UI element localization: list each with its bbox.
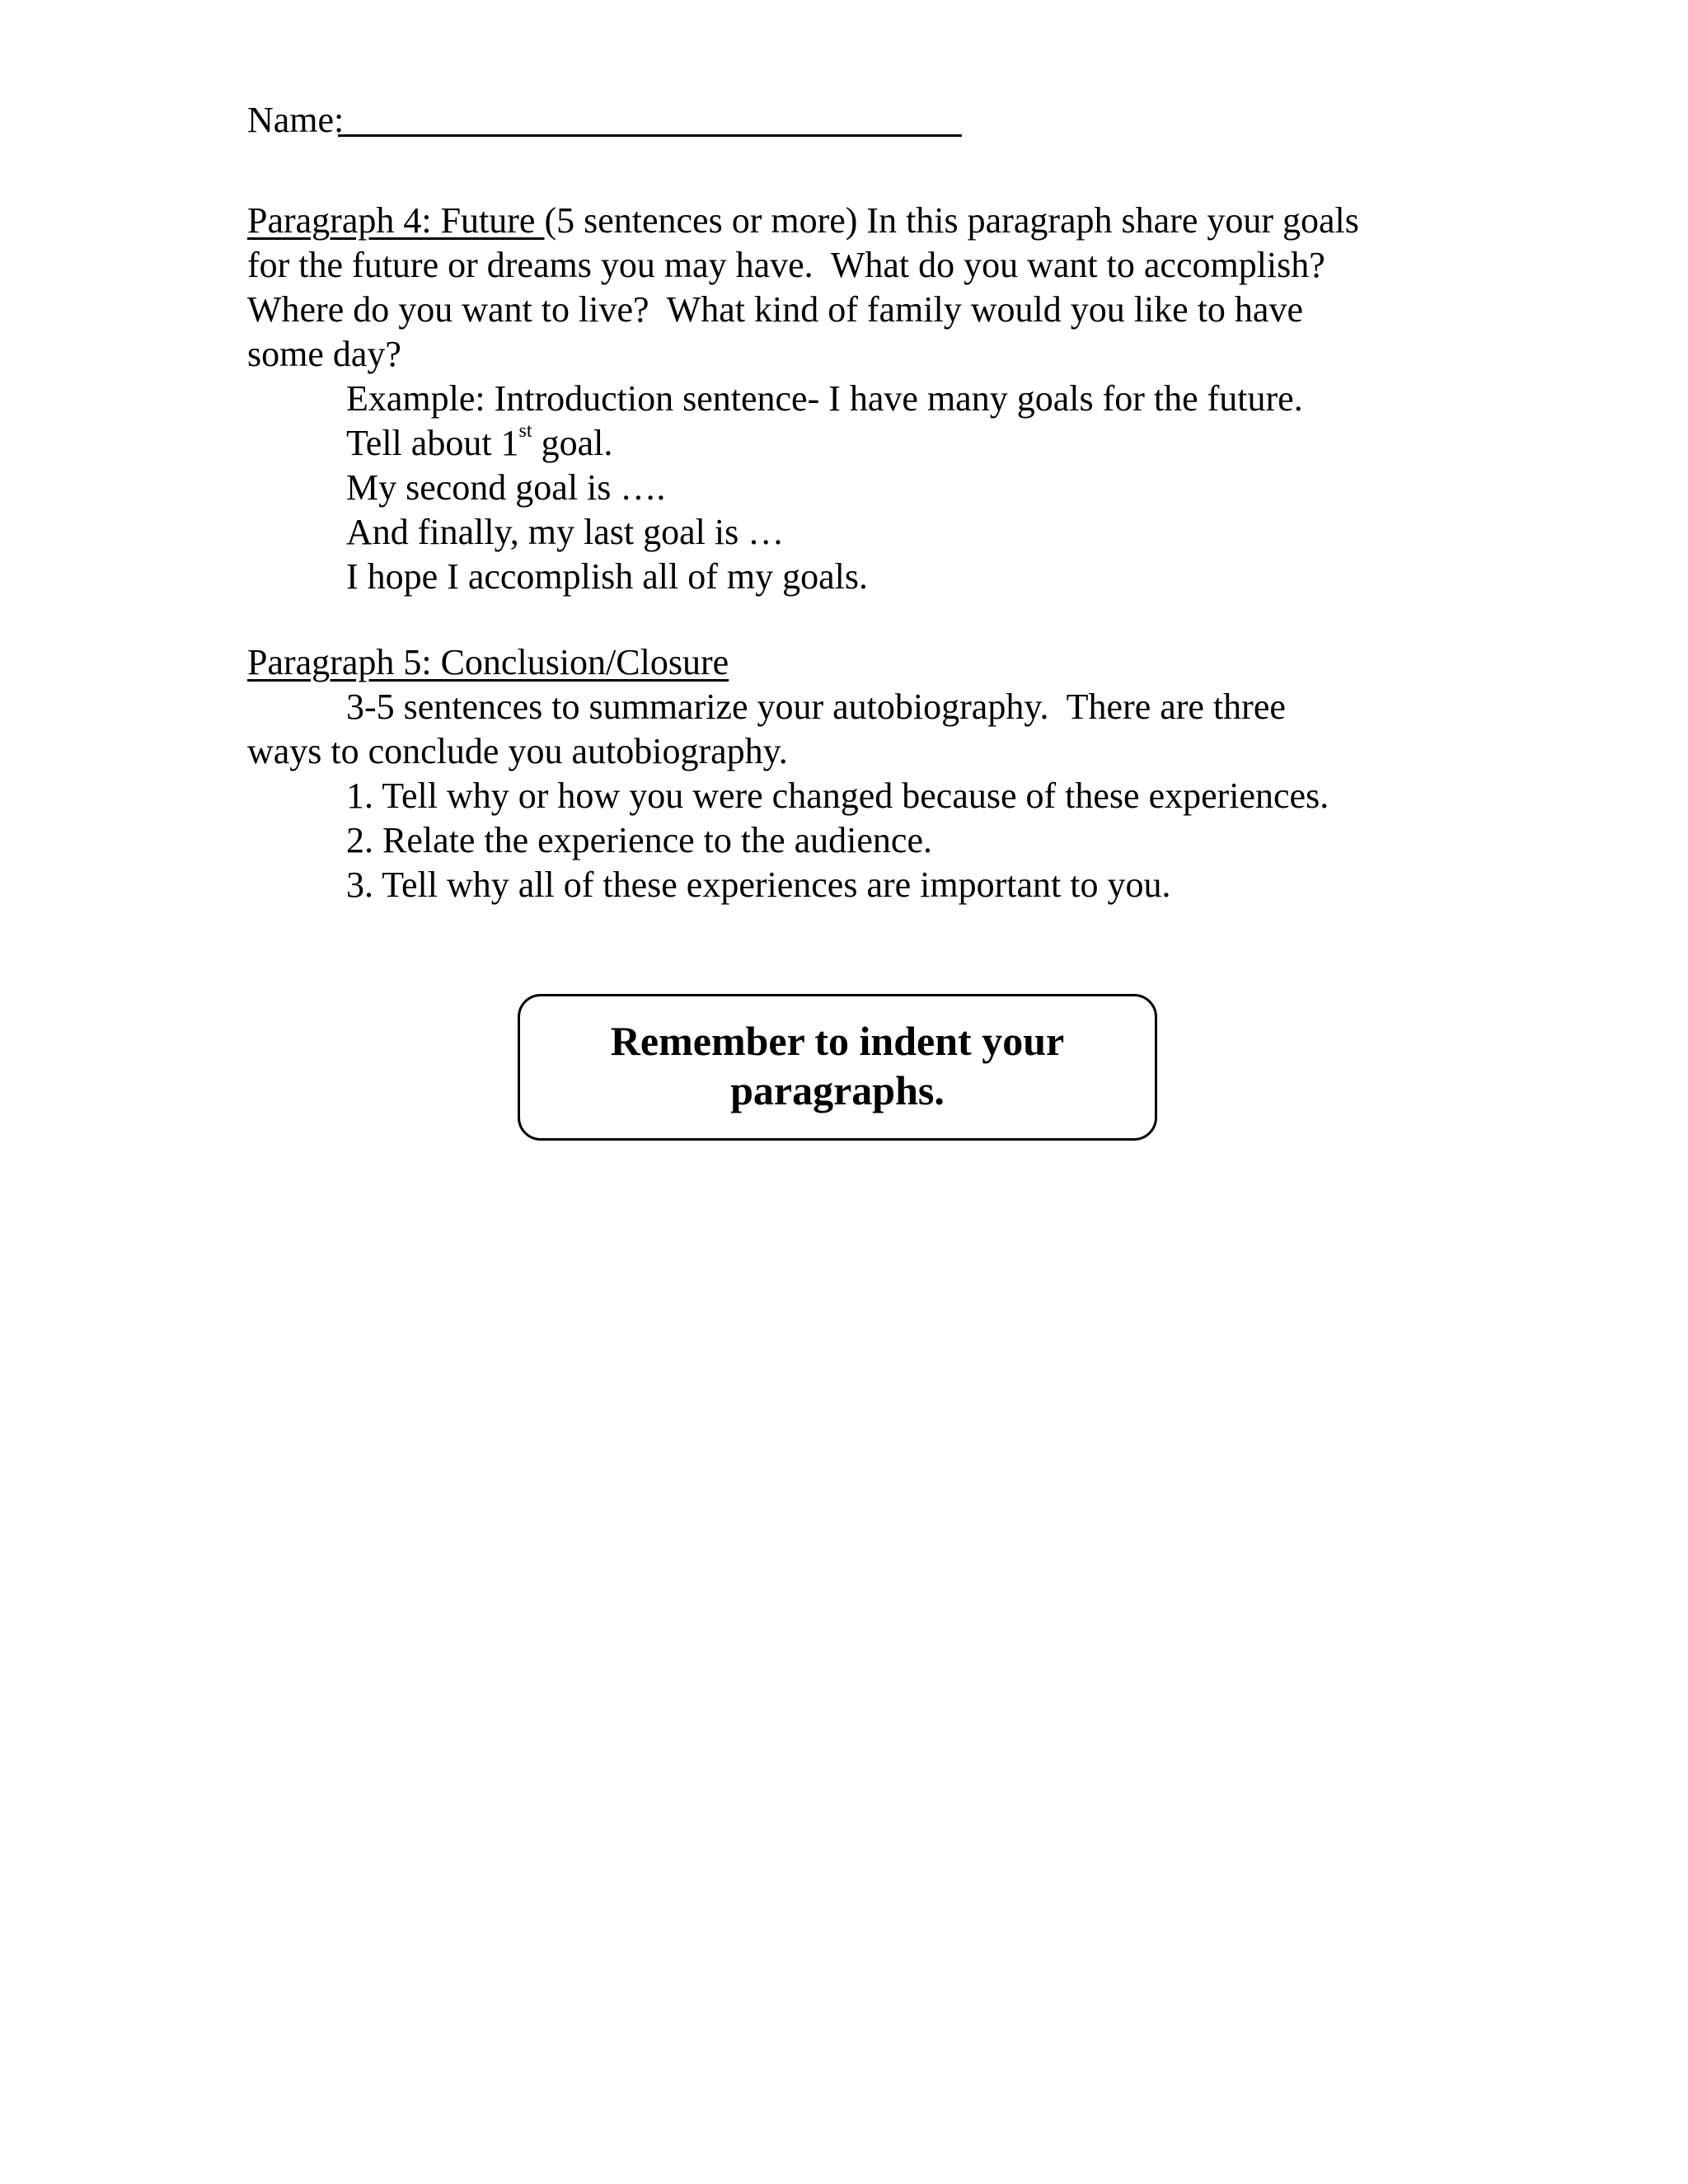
paragraph-4-intro-line: (5 sentences or more) In this paragraph share your goals [544, 200, 1359, 241]
conclusion-list-item: 1. Tell why or how you were changed because of these experiences. [346, 776, 1329, 816]
example-text: goal. [532, 423, 613, 463]
example-text: Tell about 1 [346, 423, 519, 463]
paragraph-4-intro-line: some day? [247, 334, 401, 374]
conclusion-list-item: 2. Relate the experience to the audience. [346, 820, 932, 860]
example-line: Example: Introduction sentence- I have many goals for the future. [346, 378, 1303, 419]
paragraph-5-body-line: ways to conclude you autobiography. [247, 731, 788, 771]
paragraph-4-first-line [247, 199, 1359, 243]
example-line: I hope I accomplish all of my goals. [346, 556, 868, 597]
reminder-text [520, 1016, 1155, 1115]
example-line: My second goal is …. [346, 467, 666, 508]
paragraph-4-intro-line: Where do you want to live? What kind of family would you like to have [247, 289, 1303, 330]
conclusion-list-item: 3. Tell why all of these experiences are important to you. [346, 865, 1171, 905]
name-label: Name: [247, 100, 345, 140]
paragraph-5-heading-text: Paragraph 5: Conclusion/Closure [247, 642, 729, 682]
superscript-ordinal: st [518, 420, 532, 443]
paragraph-5-heading [247, 640, 729, 685]
name-blank-line[interactable] [338, 134, 962, 137]
example-line [346, 421, 612, 466]
example-line: And finally, my last goal is … [346, 512, 785, 552]
paragraph-4-intro-line: for the future or dreams you may have. What do you want to accomplish? [247, 245, 1325, 285]
reminder-box [518, 994, 1157, 1141]
paragraph-4-heading: Paragraph 4: Future [247, 200, 545, 241]
paragraph-5-body-line: 3-5 sentences to summarize your autobiography. There are three [346, 687, 1286, 727]
reminder-line: Remember to indent your [610, 1018, 1065, 1064]
reminder-line: paragraphs. [730, 1067, 945, 1113]
